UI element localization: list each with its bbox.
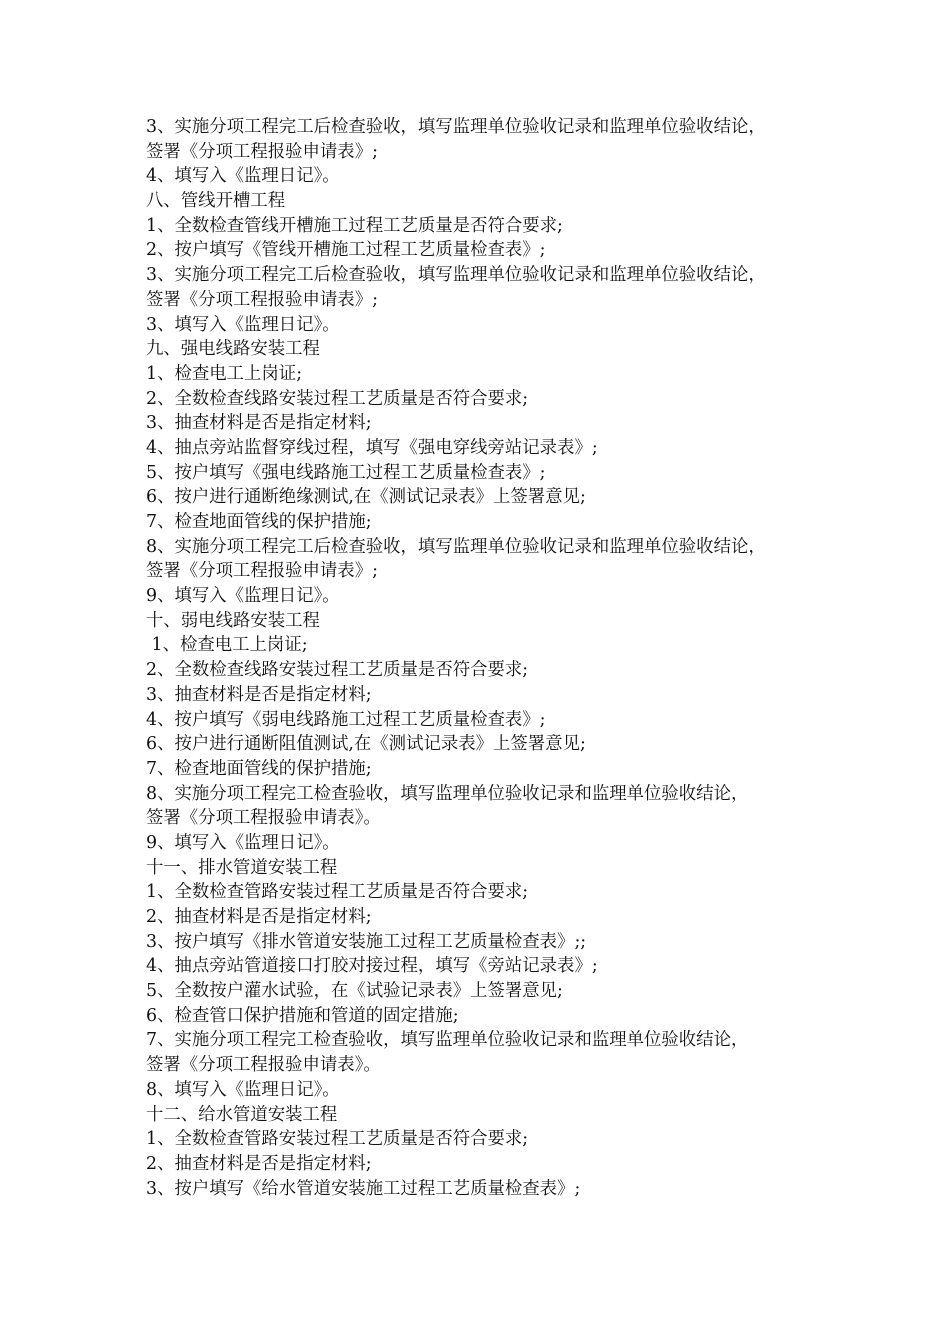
text-line: 7、检查地面管线的保护措施;	[146, 512, 372, 532]
text-line: 3、实施分项工程完工后检查验收，填写监理单位验收记录和监理单位验收结论，	[146, 117, 766, 137]
text-line: 签署《分项工程报验申请表》;	[146, 289, 378, 310]
section-heading: 十、弱电线路安装工程	[146, 610, 320, 631]
text-line: 7、实施分项工程完工检查验收，填写监理单位验收记录和监理单位验收结论，	[146, 1030, 749, 1051]
text-line: 签署《分项工程报验申请表》;	[146, 561, 378, 582]
text-line: 1、检查电工上岗证;	[146, 363, 303, 384]
text-line: 4、抽点旁站监督穿线过程，填写《强电穿线旁站记录表》;	[146, 437, 598, 458]
text-line: 3、实施分项工程完工后检查验收，填写监理单位验收记录和监理单位验收结论，	[146, 265, 766, 286]
text-line: 3、抽查材料是否是指定材料;	[146, 413, 372, 434]
text-line: 6、按户进行通断绝缘测试,在《测试记录表》上签署意见;	[146, 487, 586, 508]
section-heading: 八、管线开槽工程	[146, 191, 286, 212]
text-line: 1、全数检查管路安装过程工艺质量是否符合要求;	[146, 1129, 529, 1150]
text-line: 3、按户填写《给水管道安装施工过程工艺质量检查表》;	[146, 1178, 581, 1199]
text-line: 3、填写入《监理日记》。	[146, 314, 340, 335]
text-line: 9、填写入《监理日记》。	[146, 832, 340, 853]
text-line: 签署《分项工程报验申请表》;	[146, 141, 378, 162]
text-line: 9、填写入《监理日记》。	[146, 586, 340, 607]
text-line: 4、抽点旁站管道接口打胶对接过程，填写《旁站记录表》;	[146, 956, 598, 977]
text-line: 6、检查管口保护措施和管道的固定措施;	[146, 1005, 459, 1026]
text-line: 3、抽查材料是否是指定材料;	[146, 684, 372, 705]
text-line: 7、检查地面管线的保护措施;	[146, 758, 372, 779]
section-heading: 九、强电线路安装工程	[146, 339, 320, 360]
text-line: 6、按户进行通断阻值测试,在《测试记录表》上签署意见;	[146, 734, 586, 755]
section-heading: 十二、给水管道安装工程	[146, 1104, 338, 1125]
document-body	[146, 115, 846, 1201]
section-heading: 十一、排水管道安装工程	[146, 857, 338, 878]
text-line: 2、全数检查线路安装过程工艺质量是否符合要求;	[146, 660, 529, 681]
text-line: 签署《分项工程报验申请表》。	[146, 1055, 381, 1076]
text-line: 1、检查电工上岗证;	[146, 635, 308, 656]
text-line: 5、全数按户灌水试验，在《试验记录表》上签署意见;	[146, 981, 563, 1002]
text-line: 2、按户填写《管线开槽施工过程工艺质量检查表》;	[146, 240, 546, 261]
text-line: 1、全数检查管线开槽施工过程工艺质量是否符合要求;	[146, 215, 563, 236]
text-line: 2、全数检查线路安装过程工艺质量是否符合要求;	[146, 388, 529, 409]
text-line: 4、填写入《监理日记》。	[146, 166, 340, 187]
text-line: 1、全数检查管路安装过程工艺质量是否符合要求;	[146, 882, 529, 903]
text-line: 8、填写入《监理日记》。	[146, 1079, 340, 1100]
text-line: 3、按户填写《排水管道安装施工过程工艺质量检查表》;;	[146, 931, 587, 952]
text-line: 2、抽查材料是否是指定材料;	[146, 1153, 372, 1174]
text-line: 8、实施分项工程完工后检查验收，填写监理单位验收记录和监理单位验收结论，	[146, 536, 766, 557]
text-line: 5、按户填写《强电线路施工过程工艺质量检查表》;	[146, 462, 546, 483]
text-line: 2、抽查材料是否是指定材料;	[146, 907, 372, 927]
text-line: 签署《分项工程报验申请表》。	[146, 808, 381, 829]
text-line: 4、按户填写《弱电线路施工过程工艺质量检查表》;	[146, 709, 546, 730]
text-line: 8、实施分项工程完工检查验收，填写监理单位验收记录和监理单位验收结论，	[146, 783, 749, 804]
